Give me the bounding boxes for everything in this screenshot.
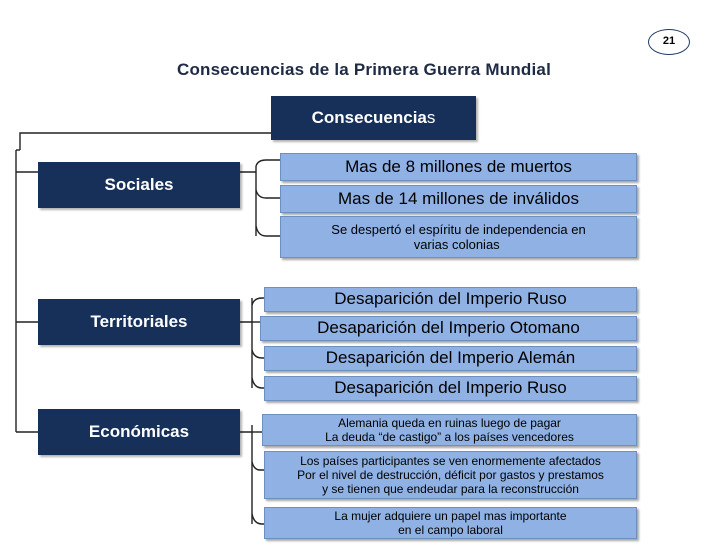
leaf-economicas-2-line1: Los países participantes se ven enormemente afectados [300, 453, 601, 468]
leaf-economicas-3 [264, 507, 637, 539]
leaf-economicas-1-line2: La deuda “de castigo” a los países vencedores [325, 430, 574, 444]
leaf-economicas-2-line2: Por el nivel de destrucción, déficit por gastos y prestamos [297, 467, 604, 482]
connector-territoriales-1 [252, 298, 264, 305]
root-label-tail: s [426, 108, 436, 127]
category-economicas: Económicas [38, 409, 240, 455]
connector-economicas-2 [252, 462, 264, 470]
connector-sociales-1 [256, 160, 280, 166]
leaf-sociales-1: Mas de 8 millones de muertos [280, 153, 637, 181]
connector-territoriales-3 [252, 350, 264, 358]
leaf-territoriales-2: Desaparición del Imperio Otomano [260, 316, 637, 341]
page-number: 21 [648, 29, 690, 55]
leaf-sociales-3-text: Se despertó el espíritu de independencia en varias colonias [331, 221, 586, 252]
leaf-economicas-2-line3: y se tienen que endeudar para la reconstrucción [322, 482, 579, 497]
page-title: Consecuencias de la Primera Guerra Mundial [176, 60, 552, 79]
leaf-territoriales-4: Desaparición del Imperio Ruso [264, 376, 637, 401]
leaf-economicas-1 [262, 414, 637, 446]
leaf-territoriales-1: Desaparición del Imperio Ruso [264, 287, 637, 312]
connector-economicas-bus [240, 425, 252, 524]
leaf-sociales-2: Mas de 14 millones de inválidos [280, 185, 637, 213]
leaf-sociales-3 [280, 216, 637, 258]
leaf-economicas-3-line1: La mujer adquiere un papel mas importante [334, 508, 567, 523]
leaf-territoriales-3: Desaparición del Imperio Alemán [264, 346, 637, 371]
leaf-economicas-2 [264, 451, 637, 499]
connector-sociales-3 [256, 226, 280, 236]
connector-territoriales-4 [252, 378, 264, 388]
category-territoriales: Territoriales [38, 299, 240, 345]
connector-territoriales-bus [240, 298, 252, 388]
connector-root-bus [20, 133, 271, 150]
leaf-economicas-3-line2: en el campo laboral [398, 523, 503, 537]
leaf-economicas-1-line1: Alemania queda en ruinas luego de pagar [338, 415, 561, 430]
connector-sociales-bus [240, 166, 256, 236]
root-node-consecuencias [271, 96, 476, 140]
root-label: Consecuencia [311, 108, 427, 127]
leaf-sociales-3-tail: . [499, 237, 504, 252]
connector-sociales-2 [256, 190, 280, 198]
category-sociales: Sociales [38, 162, 240, 208]
connector-economicas-3 [252, 514, 264, 524]
